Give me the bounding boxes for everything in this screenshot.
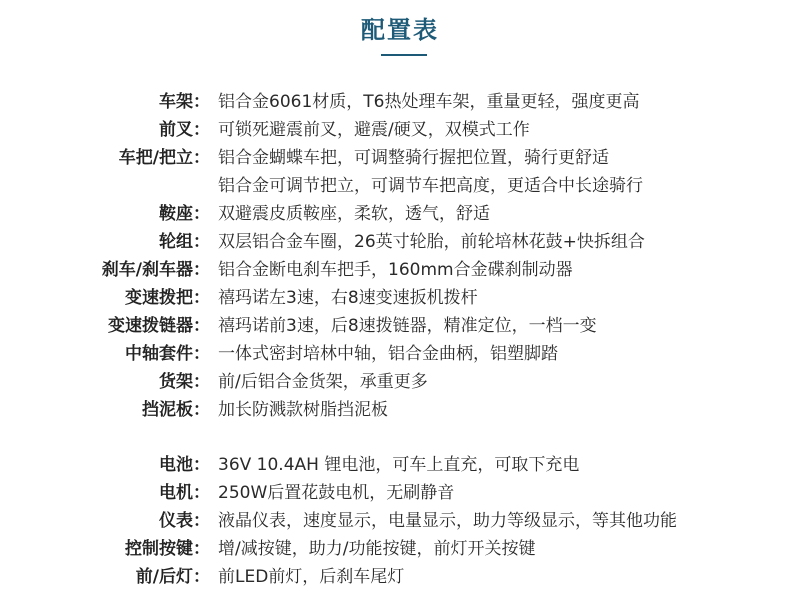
- spec-label: 车架：: [159, 92, 210, 112]
- spec-row-saddle: [0, 200, 800, 228]
- spec-label: 挡泥板：: [142, 400, 210, 420]
- spec-label: 控制按键：: [125, 539, 210, 559]
- spec-row-motor: [0, 479, 800, 507]
- spec-row-rack: [0, 368, 800, 396]
- spec-value: 铝合金6061材质，T6热处理车架，重量更轻，强度更高: [218, 92, 640, 112]
- spec-value: 铝合金断电刹车把手，160mm合金碟刹制动器: [218, 260, 573, 280]
- spec-label: 车把/把立：: [118, 148, 210, 168]
- spec-row-derailleur: [0, 312, 800, 340]
- spec-label: 货架：: [159, 372, 210, 392]
- spec-row-wheelset: [0, 228, 800, 256]
- spec-label: 前叉：: [159, 120, 210, 140]
- spec-value: 禧玛诺前3速，后8速拨链器，精准定位，一档一变: [218, 316, 597, 336]
- spec-row-brakes: [0, 256, 800, 284]
- spec-row-fork: [0, 116, 800, 144]
- spec-value: 可锁死避震前叉，避震/硬叉，双模式工作: [218, 120, 530, 140]
- spec-row-lights: [0, 563, 800, 591]
- title-underline: [381, 54, 427, 56]
- spec-value: 一体式密封培林中轴，铝合金曲柄，铝塑脚踏: [218, 344, 558, 364]
- spec-row-frame: [0, 88, 800, 116]
- spec-value: 双避震皮质鞍座，柔软，透气，舒适: [218, 204, 490, 224]
- spec-row-shifter: [0, 284, 800, 312]
- spec-value: 前LED前灯，后刹车尾灯: [218, 567, 405, 587]
- spec-label: 变速拨链器：: [108, 316, 210, 336]
- spec-label: 轮组：: [159, 232, 210, 252]
- spec-value: 增/减按键，助力/功能按键，前灯开关按键: [218, 539, 536, 559]
- spec-label: 鞍座：: [159, 204, 210, 224]
- spec-label: 刹车/刹车器：: [101, 260, 210, 280]
- spec-row-stem: [0, 172, 800, 200]
- spec-row-controls: [0, 535, 800, 563]
- spec-label: 仪表：: [159, 511, 210, 531]
- spec-row-fender: [0, 396, 800, 424]
- spec-row-battery: [0, 451, 800, 479]
- spec-label: 中轴套件：: [125, 344, 210, 364]
- spec-value: 加长防溅款树脂挡泥板: [218, 400, 388, 420]
- spec-value: 禧玛诺左3速，右8速变速扳机拨杆: [218, 288, 478, 308]
- spec-row-handlebar: [0, 144, 800, 172]
- spec-value: 铝合金蝴蝶车把，可调整骑行握把位置，骑行更舒适: [218, 148, 609, 168]
- spec-label: 电机：: [159, 483, 210, 503]
- spec-value: 铝合金可调节把立，可调节车把高度，更适合中长途骑行: [218, 176, 643, 196]
- spec-row-display: [0, 507, 800, 535]
- spec-label: 电池：: [159, 455, 210, 475]
- page-title: 配置表: [361, 16, 439, 44]
- spec-label: 前/后灯：: [135, 567, 210, 587]
- spec-value: 前/后铝合金货架，承重更多: [218, 372, 428, 392]
- spec-label: 变速拨把：: [125, 288, 210, 308]
- spec-value: 36V 10.4AH 锂电池，可车上直充，可取下充电: [218, 455, 580, 475]
- spec-row-bottom-bracket: [0, 340, 800, 368]
- spec-value: 双层铝合金车圈，26英寸轮胎，前轮培林花鼓+快拆组合: [218, 232, 645, 252]
- spec-table: [0, 88, 800, 591]
- spacer: [0, 424, 800, 451]
- spec-value: 250W后置花鼓电机，无刷静音: [218, 483, 455, 503]
- spec-value: 液晶仪表，速度显示，电量显示，助力等级显示，等其他功能: [218, 511, 677, 531]
